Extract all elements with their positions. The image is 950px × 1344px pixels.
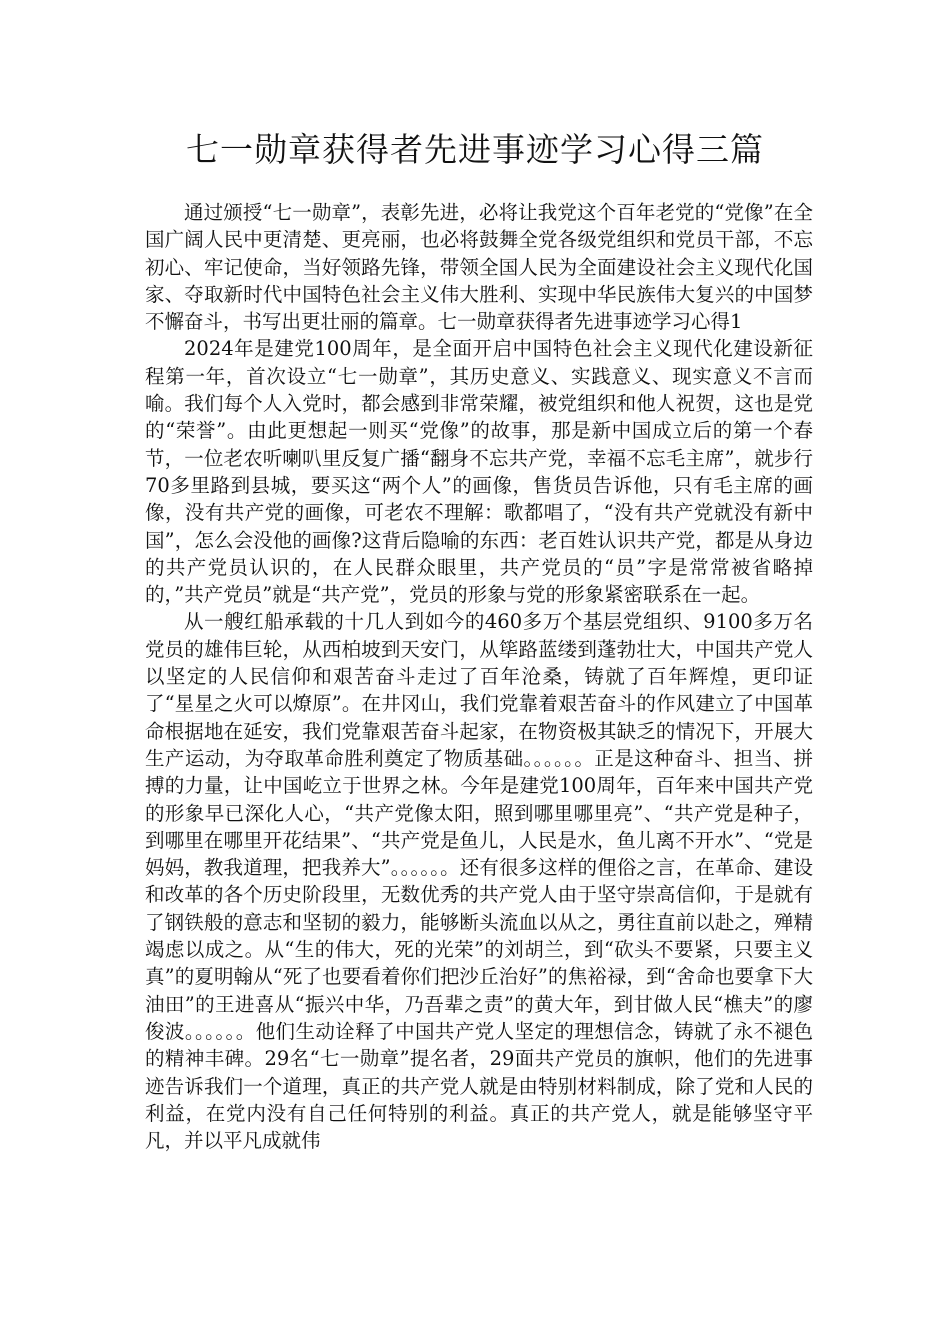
- paragraph-2024: 2024年是建党100周年，是全面开启中国特色社会主义现代化建设新征程第一年，首次设立“七一勋章”，其历史意义、实践意义、现实意义不言而喻。我们每个人入党时，都会感到非常荣耀，被党组织和他人祝贺，这也是党的“荣誉”。由此更想起一则买“党像”的故事，那是新中国成立后的第一个春节，一位老农听喇叭里反复广播“翻身不忘共产党，幸福不忘毛主席”，就步行70多里路到县城，要买这“两个人”的画像，售货员告诉他，只有毛主席的画像，没有共产党的画像，可老农不理解：歌都唱了，“没有共产党就没有新中国”，怎么会没他的画像?这背后隐喻的东西：老百姓认识共产党，都是从身边的共产党员认识的，在人民群众眼里，共产党员的“员”字是常常被省略掉的，”共产党员”就是“共产党”，党员的形象与党的形象紧密联系在一起。: [145, 337, 813, 607]
- paragraph-red-boat: 从一艘红船承载的十几人到如今的460多万个基层党组织、9100多万名党员的雄伟巨轮，从西柏坡到天安门，从筚路蓝缕到蓬勃壮大，中国共产党人以坚定的人民信仰和艰苦奋斗走过了百年沧桑，铸就了百年辉煌，更印证了“星星之火可以燎原”。在井冈山，我们党靠着艰苦奋斗的作风建立了中国革命根据地在延安，我们党靠艰苦奋斗起家，在物资极其缺乏的情况下，开展大生产运动，为夺取革命胜利奠定了物质基础。。。。。。正是这种奋斗、担当、拼搏的力量，让中国屹立于世界之林。今年是建党100周年，百年来中国共产党的形象早已深化人心，“共产党像太阳，照到哪里哪里亮”、“共产党是种子，到哪里在哪里开花结果”、“共产党是鱼儿，人民是水，鱼儿离不开水”、“党是妈妈，教我道理，把我养大”。。。。。。还有很多这样的俚俗之言，在革命、建设和改革的各个历史阶段里，无数优秀的共产党人由于坚守崇高信仰，于是就有了钢铁般的意志和坚韧的毅力，能够断头流血以从之，勇往直前以赴之，殚精竭虑以成之。从“生的伟大，死的光荣”的刘胡兰，到“砍头不要紧，只要主义真”的夏明翰从“死了也要看着你们把沙丘治好”的焦裕禄，到“舍命也要拿下大油田”的王进喜从“振兴中华，乃吾辈之责”的黄大年，到甘做人民“樵夫”的廖俊波。。。。。。他们生动诠释了中国共产党人坚定的理想信念，铸就了永不褪色的精神丰碑。29名“七一勋章”提名者，29面共产党员的旗帜，他们的先进事迹告诉我们一个道理，真正的共产党人就是由特别材料制成，除了党和人民的利益，在党内没有自己任何特别的利益。真正的共产党人，就是能够坚守平凡，并以平凡成就伟: [145, 610, 813, 1153]
- document-title: 七一勋章获得者先进事迹学习心得三篇: [186, 130, 764, 169]
- document-body: [145, 199, 813, 1154]
- paragraph-intro: 通过颁授“七一勋章”，表彰先进，必将让我党这个百年老党的“党像”在全国广阔人民中更清楚、更亮丽，也必将鼓舞全党各级党组织和党员干部，不忘初心、牢记使命，当好领路先锋，带领全国人民为全面建设社会主义现代化国家、夺取新时代中国特色社会主义伟大胜利、实现中华民族伟大复兴的中国梦不懈奋斗，书写出更壮丽的篇章。七一勋章获得者先进事迹学习心得1: [145, 201, 813, 334]
